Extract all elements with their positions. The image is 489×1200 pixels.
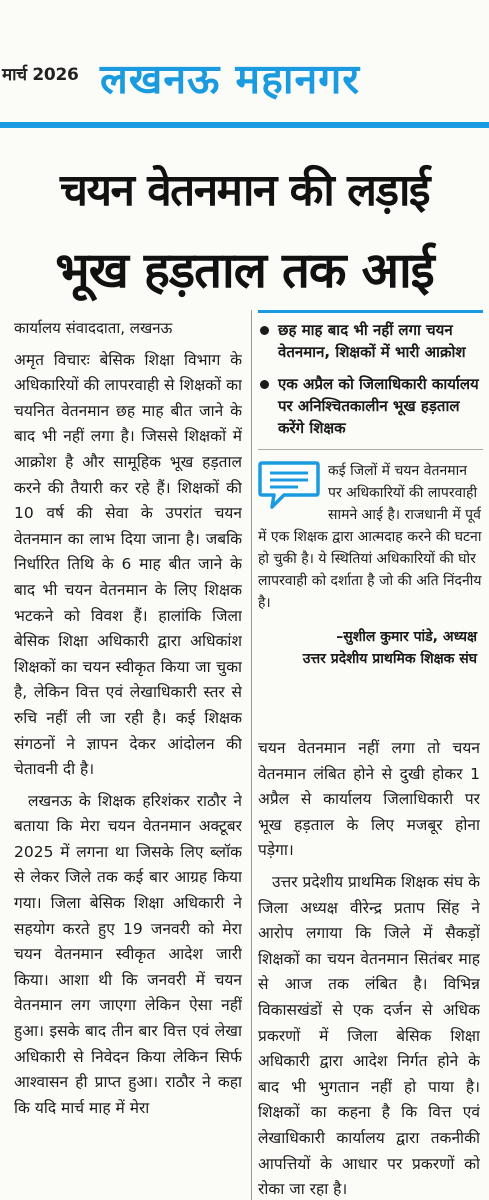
headline-line-2: भूख हड़ताल तक आई [55, 242, 434, 299]
highlight-rule [258, 310, 483, 313]
article-left-column [14, 316, 242, 1200]
masthead-rule [0, 122, 489, 128]
bullet-icon [260, 380, 269, 389]
issue-date: मार्च 2026 [2, 65, 79, 85]
quote-text: कई जिलों में चयन वेतनमान पर अधिकारियों की लापरवाही सामने आई है। राजधानी में पूर्व में एक शिक्षक द्वारा आत्मदाह करने की घटना हो चुकी है। ये स्थितियां अधिकारियों की घोर लापरवाही को दर्शाता है जो की अति निंदनीय है। [258, 463, 482, 611]
highlight-item [258, 373, 489, 439]
paragraph: चयन वेतनमान नहीं लगा तो चयन वेतनमान लंबित होने से दुखी होकर 1 अप्रैल से कार्यालय जिलाधिकारी पर भूख हड़ताल के लिए मजबूर होना पड़ेगा। [258, 739, 480, 860]
highlight-text: एक अप्रैल को जिलाधिकारी कार्यालय पर अनिश्चितकालीन भूख हड़ताल करेंगे शिक्षक [278, 375, 479, 437]
pull-quote [258, 460, 489, 670]
highlight-list [258, 319, 489, 439]
section-title: लखनऊ महानगर [100, 55, 361, 103]
quote-author [258, 626, 483, 670]
paragraph: लखनऊ के शिक्षक हरिशंकर राठौर ने बताया कि मेरा चयन वेतनमान अक्टूबर 2025 में लगना था जिसके लिए ब्लॉक से लेकर जिले तक कई बार आग्रह किया गया। जिला बेसिक शिक्षा अधिकारी ने सहयोग करते हुए 19 जनवरी को मेरा चयन वेतनमान स्वीकृत आदेश जारी किया। आशा थी कि जनवरी में चयन वेतनमान लग जाएगा लेकिन ऐसा नहीं हुआ। इसके बाद तीन बार वित्त एवं लेखा अधिकारी से निवेदन किया लेकिन सिर्फ आश्वासन ही प्राप्त हुआ। राठौर ने कहा कि यदि मार्च माह में मेरा [14, 791, 242, 1117]
sidebar [258, 310, 489, 670]
speech-bubble-icon [258, 460, 320, 510]
paragraph: उत्तर प्रदेशीय प्राथमिक शिक्षक संघ के जिला अध्यक्ष वीरेन्द्र प्रताप सिंह ने आरोप लगाया कि जिले में सैकड़ों शिक्षकों का चयन वेतनमान सितंबर माह से आज तक लंबित है। विभिन्न विकासखंडों से एक दर्जन से अधिक प्रकरणों में जिला बेसिक शिक्षा अधिकारी द्वारा आदेश निर्गत होने के बाद भी भुगतान नहीं हो पाया है। शिक्षकों का कहना है कि वित्त एवं लेखाधिकारी कार्यालय द्वारा तकनीकी आपत्तियों के आधार पर प्रकरणों को रोका जा रहा है। [258, 872, 480, 1199]
headline-line-1: चयन वेतनमान की लड़ाई [60, 165, 429, 216]
bullet-icon [260, 326, 269, 335]
quote-author-name: –सुशील कुमार पांडे, अध्यक्ष [336, 629, 477, 645]
highlight-text: छह माह बाद भी नहीं लगा चयन वेतनमान, शिक्षकों में भारी आक्रोश [278, 321, 466, 361]
highlight-item [258, 319, 489, 363]
article-right-column [258, 736, 480, 1200]
paragraph: अमृत विचारः बेसिक शिक्षा विभाग के अधिकारियों की लापरवाही से शिक्षकों का चयनित वेतनमान छह माह बीत जाने के बाद भी नहीं लगा है। जिससे शिक्षकों में आक्रोश है और सामूहिक भूख हड़ताल करने की तैयारी कर रहे हैं। शिक्षकों की 10 वर्ष की सेवा के उपरांत चयन वेतनमान का लाभ दिया जाना है। जबकि निर्धारित तिथि के 6 माह बीत जाने के बाद भी चयन वेतनमान के लिए शिक्षक भटकने को विवश हैं। हालांकि जिला बेसिक शिक्षा अधिकारी द्वारा अधिकांश शिक्षकों का चयन स्वीकृत किया जा चुका है, लेकिन वित्त एवं लेखाधिकारी स्तर से रुचि नहीं ली जा रही है। कई शिक्षक संगठनों ने ज्ञापन देकर आंदोलन की चेतावनी दी है। [14, 350, 242, 779]
column-divider [251, 310, 252, 1200]
highlight-bottom-rule [258, 449, 483, 450]
byline: कार्यालय संवाददाता, लखनऊ [14, 319, 173, 337]
masthead [0, 0, 489, 128]
quote-author-org: उत्तर प्रदेशीय प्राथमिक शिक्षक संघ [302, 651, 477, 667]
